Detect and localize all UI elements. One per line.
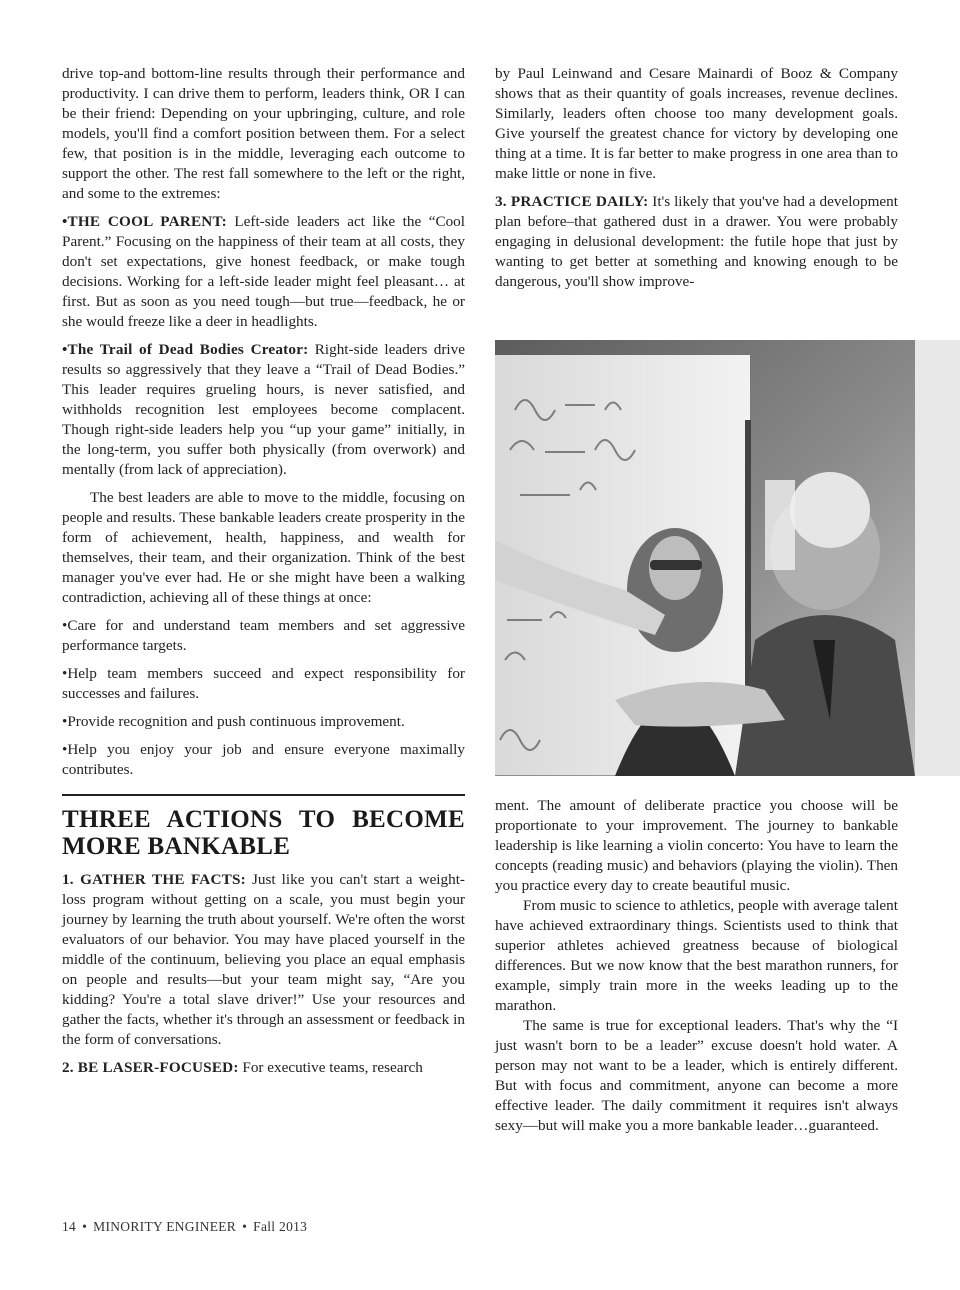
intro-paragraph: drive top-and bottom-line results through their performance and productivity. I can drive them to perform, leaders think, OR I can be their friend: Depending on your upbringing, culture, and role models, you'll find a comfort position between them. For a select few, that position is in the middle, leveraging each outcome to support the other. The rest fall somewhere to the left or the right, and some to the extremes:	[62, 65, 465, 202]
section-divider	[62, 794, 465, 796]
gather-facts-item	[62, 870, 465, 1050]
right-column-top	[495, 64, 898, 292]
music-science-paragraph: From music to science to athletics, people with average talent have achieved extraordinary things. Scientists used to think that superior athletes achieved greatness because of biological differences. But we now know that the best marathon runners, for example, simply train more in the weeks leading up to the marathon.	[495, 897, 898, 1014]
magazine-name: MINORITY ENGINEER	[93, 1219, 237, 1234]
left-column	[62, 64, 465, 1078]
bullet-item: •Care for and understand team members and set aggressive performance targets.	[62, 617, 465, 654]
exceptional-leaders-paragraph: The same is true for exceptional leaders. That's why the “I just wasn't born to be a leader” excuse doesn't hold water. A person may not want to be a leader, which is entirely different. But with focus and commitment, anyone can become a more effective leader. The daily commitment it requires isn't always sexy—but will make you a more bankable leader…guaranteed.	[495, 1017, 898, 1134]
photo-illustration	[495, 340, 960, 776]
gather-facts-label: 1. GATHER THE FACTS:	[62, 871, 246, 888]
right-column-bottom	[495, 796, 898, 1136]
page-number: 14	[62, 1219, 77, 1234]
cool-parent-text: Left-side leaders act like the “Cool Parent.” Focusing on the happiness of their team at all costs, they don't set expectations, give honest feedback, or make tough decisions. Working for a left-side leader might feel pleasant… at first. But as soon as you need tough—but true—feedback, he or she would freeze like a deer in headlights.	[62, 213, 465, 330]
issue-date: Fall 2013	[253, 1219, 308, 1234]
bullet-item: •Help you enjoy your job and ensure everyone maximally contributes.	[62, 741, 465, 778]
footer-separator: •	[82, 1219, 88, 1234]
footer-separator: •	[242, 1219, 248, 1234]
practice-continued-paragraph: ment. The amount of deliberate practice you choose will be proportionate to your improvement. The journey to bankable leadership is like learning a violin concerto: You have to learn the concepts (reading music) and behaviors (playing the violin). Then you practice every day to create beautiful music.	[495, 797, 898, 894]
gather-facts-text: Just like you can't start a weight-loss program without getting on a scale, you must begin your journey by learning the truth about yourself. We're often the worst evaluators of our behavior. You may have placed yourself in the middle of the continuum, believing you place an equal emphasis on people and results—but your team might say, “Are you kidding? You're a total slave driver!” Use your resources and gather the facts, whether it's through an assessment or feedback in the form of conversations.	[62, 871, 465, 1048]
whiteboard-meeting-photo	[495, 340, 960, 776]
laser-focused-item	[62, 1058, 465, 1078]
practice-daily-item	[495, 192, 898, 292]
practice-daily-label: 3. PRACTICE DAILY:	[495, 193, 649, 210]
section-heading: THREE ACTIONS TO BECOME MORE BANKABLE	[62, 806, 465, 860]
page-footer	[62, 1219, 307, 1235]
bullet-item: •Provide recognition and push continuous improvement.	[62, 713, 405, 730]
laser-focused-text: For executive teams, research	[238, 1059, 423, 1076]
trail-item	[62, 340, 465, 480]
cool-parent-label: •THE COOL PARENT:	[62, 213, 227, 230]
cool-parent-item	[62, 212, 465, 332]
research-paragraph: by Paul Leinwand and Cesare Mainardi of Booz & Company shows that as their quantity of goals increases, revenue declines. Similarly, leaders often choose too many development goals. Give yourself the greatest chance for victory by developing one thing at a time. It is far better to make progress in one area than to make little or none in five.	[495, 65, 898, 182]
laser-focused-label: 2. BE LASER-FOCUSED:	[62, 1059, 239, 1076]
best-leaders-paragraph: The best leaders are able to move to the middle, focusing on people and results. These bankable leaders create prosperity in the form of achievement, health, happiness, and wealth for themselves, their team, and their organization. Think of the best manager you've ever had. He or she might have been a walking contradiction, achieving all of these things at once:	[62, 489, 465, 606]
trail-text: Right-side leaders drive results so aggressively that they leave a “Trail of Dead Bodies.” This leader requires grueling hours, is never satisfied, and withholds recognition lest employees become complacent. Though right-side leaders help you “up your game” initially, in the long-term, you suffer both physically (from overwork) and mentally (from lack of appreciation).	[62, 341, 465, 478]
bullet-item: •Help team members succeed and expect responsibility for successes and failures.	[62, 665, 465, 702]
trail-label: •The Trail of Dead Bodies Creator:	[62, 341, 309, 358]
practice-daily-text: It's likely that you've had a development plan before–that gathered dust in a drawer. You were probably engaging in delusional development: the futile hope that just by wanting to get better at something and knowing enough to be dangerous, you'll show improve-	[495, 193, 898, 290]
